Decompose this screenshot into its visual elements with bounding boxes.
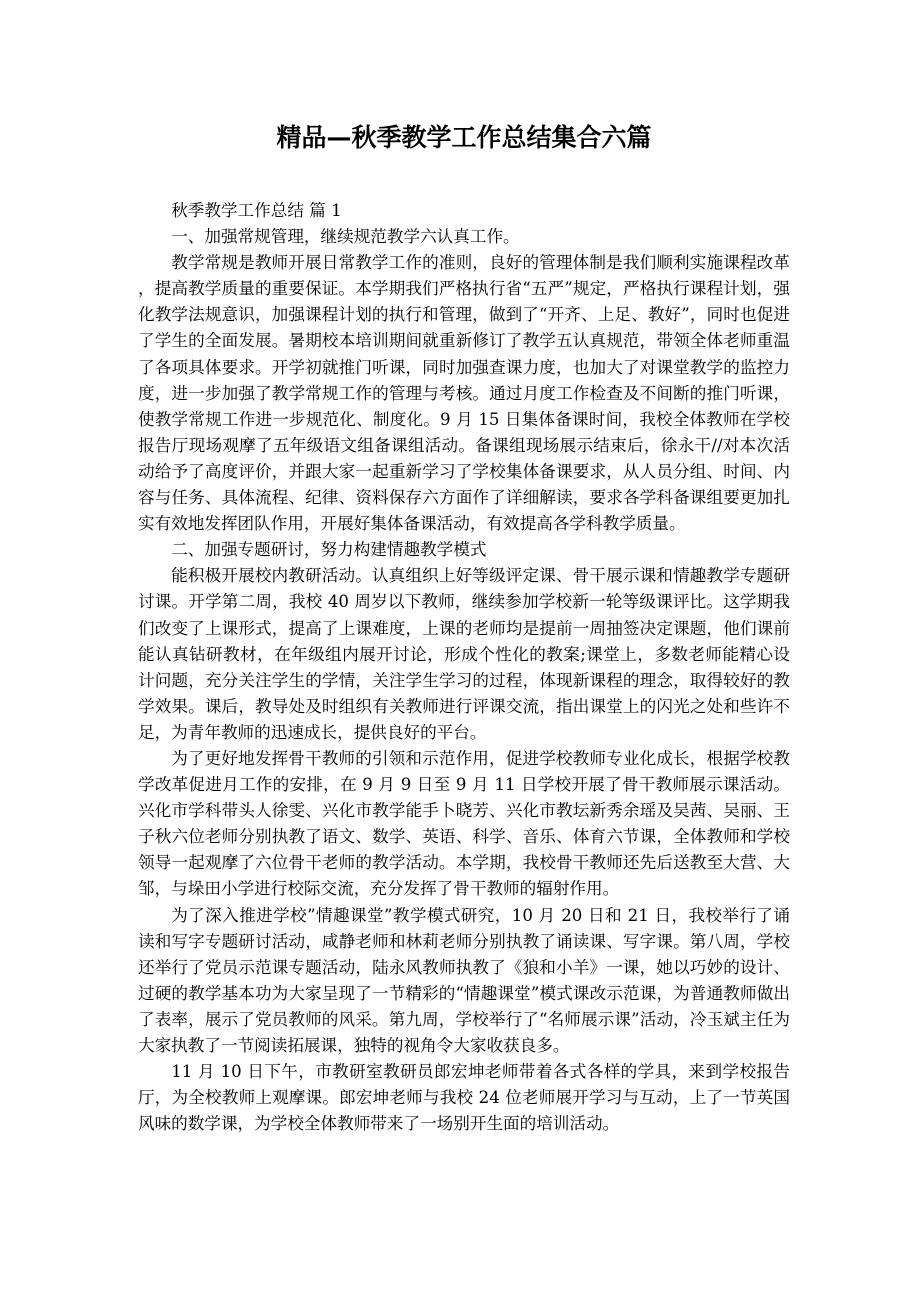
document-title: 精品—秋季教学工作总结集合六篇 [276, 123, 652, 152]
section-heading-2: 二、加强专题研讨，努力构建情趣教学模式 [171, 540, 487, 560]
paragraph: 11 月 10 日下午，市教研室教研员郎宏坤老师带着各式各样的学具，来到学校报告厅，为全校教师上观摩课。郎宏坤老师与我校 24 位老师展开学习与互动，上了一节英国风味的数学课，为学校全体教师带来了一场别开生面的培训活动。 [138, 1062, 790, 1134]
paragraph: 能积极开展校内教研活动。认真组织上好等级评定课、骨干展示课和情趣教学专题研讨课。开学第二周，我校 40 周岁以下教师，继续参加学校新一轮等级课评比。这学期我们改变了上课形式，提高了上课难度，上课的老师均是提前一周抽签决定课题，他们课前能认真钻研教材，在年级组内展开讨论，形成个性化的教案;课堂上，多数老师能精心设计问题，充分关注学生的学情，关注学生学习的过程，体现新课程的理念，取得较好的教学效果。课后，教导处及时组织有关教师进行评课交流，指出课堂上的闪光之处和些许不足，为青年教师的迅速成长，提供良好的平台。 [138, 566, 790, 742]
paragraph: 为了更好地发挥骨干教师的引领和示范作用，促进学校教师专业化成长，根据学校教学改革促进月工作的安排，在 9 月 9 日至 9 月 11 日学校开展了骨干教师展示课活动。兴化市学科带头人徐雯、兴化市教学能手卜晓芳、兴化市教坛新秀余瑶及吴茜、吴丽、王子秋六位老师分别执教了语文、数学、英语、科学、音乐、体育六节课，全体教师和学校领导一起观摩了六位骨干老师的教学活动。本学期，我校骨干教师还先后送教至大营、大邹，与垛田小学进行校际交流，充分发挥了骨干教师的辐射作用。 [138, 748, 790, 899]
section-heading-1: 一、加强常规管理，继续规范教学六认真工作。 [171, 227, 520, 247]
article-heading: 秋季教学工作总结 篇 1 [171, 201, 342, 220]
article-body [138, 198, 790, 1137]
paragraph: 教学常规是教师开展日常教学工作的准则，良好的管理体制是我们顺利实施课程改革，提高教学质量的重要保证。本学期我们严格执行省“五严”规定，严格执行课程计划，强化教学法规意识，加强课程计划的执行和管理，做到了“开齐、上足、教好”，同时也促进了学生的全面发展。暑期校本培训期间就重新修订了教学五认真规范，带领全体老师重温了各项具体要求。开学初就推门听课，同时加强查课力度，也加大了对课堂教学的监控力度，进一步加强了教学常规工作的管理与考核。通过月度工作检查及不间断的推门听课，使教学常规工作进一步规范化、制度化。9 月 15 日集体备课时间，我校全体教师在学校报告厅现场观摩了五年级语文组备课组活动。备课组现场展示结束后，徐永干//对本次活动给予了高度评价，并跟大家一起重新学习了学校集体备课要求，从人员分组、时间、内容与任务、具体流程、纪律、资料保存六方面作了详细解读，要求各学科备课组要更加扎实有效地发挥团队作用，开展好集体备课活动，有效提高各学科教学质量。 [138, 253, 790, 534]
paragraph: 为了深入推进学校”情趣课堂”教学模式研究，10 月 20 日和 21 日，我校举行了诵读和写字专题研讨活动，咸静老师和林莉老师分别执教了诵读课、写字课。第八周，学校还举行了党员示范课专题活动，陆永风教师执教了《狼和小羊》一课，她以巧妙的设计、过硬的教学基本功为大家呈现了一节精彩的“情趣课堂”模式课改示范课，为普通教师做出了表率，展示了党员教师的风采。第九周，学校举行了“名师展示课”活动，冷玉斌主任为大家执教了一节阅读拓展课，独特的视角令大家收获良多。 [138, 905, 790, 1055]
